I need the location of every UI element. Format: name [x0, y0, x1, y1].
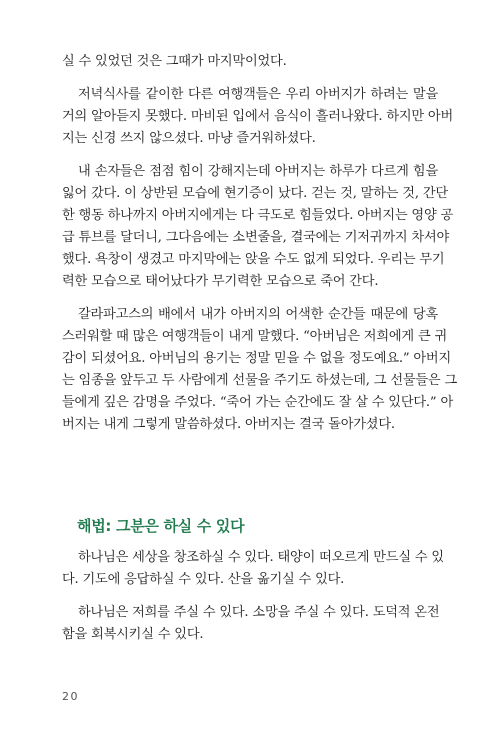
paragraph-line: 력한 모습으로 태어났다가 무기력한 모습으로 죽어 간다. — [62, 274, 379, 289]
paragraph-line: 함을 회복시키실 수 있다. — [62, 627, 204, 642]
paragraph-line: 하나님은 세상을 창조하실 수 있다. 태양이 떠오르게 만드실 수 있 — [78, 550, 444, 565]
paragraph-line: 하나님은 저희를 주실 수 있다. 소망을 주실 수 있다. 도덕적 온전 — [78, 605, 440, 620]
paragraph-line: 잃어 갔다. 이 상반된 모습에 현기증이 났다. 걷는 것, 말하는 것, 간단 — [62, 186, 448, 201]
paragraph-line: 실 수 있었던 것은 그때가 마지막이었다. — [62, 54, 287, 69]
section-heading: 해법: 그분은 하실 수 있다 — [77, 517, 245, 535]
paragraph-line: 저녁식사를 같이한 다른 여행객들은 우리 아버지가 하려는 말을 — [78, 87, 438, 102]
paragraph-line: 는 임종을 앞두고 두 사람에게 선물을 주기도 하셨는데, 그 선물들은 그 — [62, 373, 458, 388]
paragraph-line: 감이 되셨어요. 아버님의 용기는 정말 믿을 수 없을 정도예요.” 아버지 — [62, 351, 452, 366]
paragraph-line: 들에게 깊은 감명을 주었다. “죽어 가는 순간에도 잘 살 수 있단다.” 아 — [62, 395, 453, 410]
page-number: 20 — [62, 690, 79, 703]
paragraph-line: 거의 알아듣지 못했다. 마비된 입에서 음식이 흘러나왔다. 하지만 아버 — [62, 109, 454, 124]
paragraph-line: 내 손자들은 점점 힘이 강해지는데 아버지는 하루가 다르게 힘을 — [78, 164, 438, 179]
paragraph-line: 갈라파고스의 배에서 내가 아버지의 어색한 순간들 때문에 당혹 — [78, 307, 438, 322]
paragraph-line: 한 행동 하나까지 아버지에게는 다 극도로 힘들었다. 아버지는 영양 공 — [62, 208, 454, 223]
paragraph-line: 급 튜브를 달더니, 그다음에는 소변줄을, 결국에는 기저귀까지 차셔야 — [62, 230, 450, 245]
paragraph-line: 스러워할 때 많은 여행객들이 내게 말했다. “아버님은 저희에게 큰 귀 — [62, 329, 448, 344]
paragraph-line: 지는 신경 쓰지 않으셨다. 마냥 즐거워하셨다. — [62, 131, 316, 146]
paragraph-line: 버지는 내게 그렇게 말씀하셨다. 아버지는 결국 돌아가셨다. — [62, 417, 395, 432]
paragraph-line: 했다. 욕창이 생겼고 마지막에는 앉을 수도 없게 되었다. 우리는 무기 — [62, 252, 445, 267]
paragraph-line: 다. 기도에 응답하실 수 있다. 산을 옮기실 수 있다. — [62, 572, 345, 587]
